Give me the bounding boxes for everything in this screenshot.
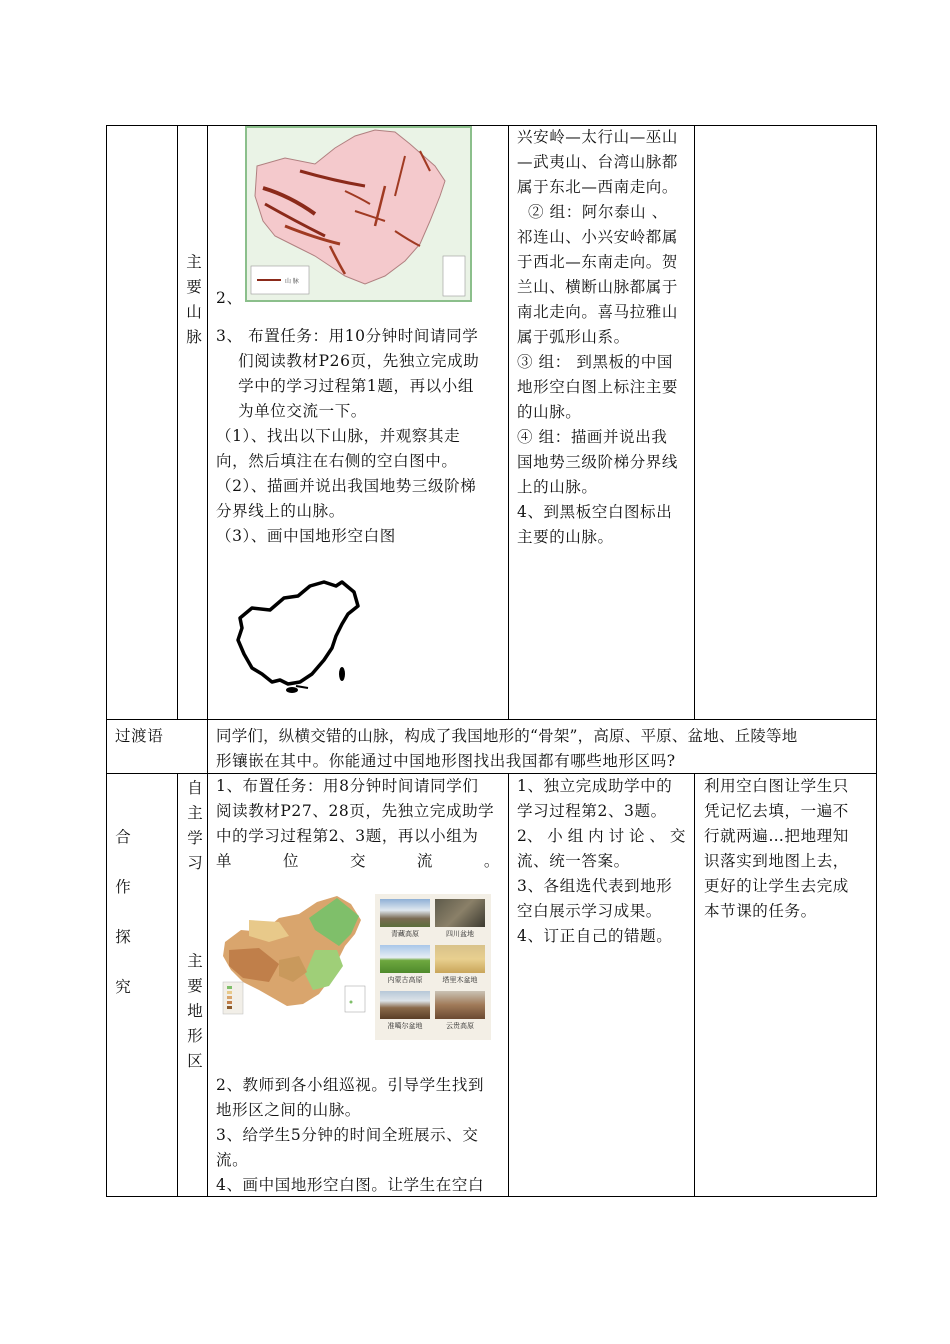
row3-intent-line-1: 凭记忆去填，一遍不 (704, 802, 849, 820)
row3-teacher-line-1: 阅读教材P27、28页，先独立完成助学 (216, 802, 495, 820)
china-outline-sketch (232, 578, 364, 696)
photo-caption: 四川盆地 (446, 930, 474, 938)
table-right-border (876, 125, 877, 1197)
row-divider-1 (106, 719, 877, 720)
landform-photo-grid (375, 894, 491, 1040)
photo-sichuan (435, 899, 485, 927)
row3-teacher-justified-line (216, 849, 500, 874)
row3-intent-line-2: 行就两遍…把地理知 (704, 827, 849, 845)
row1-student-line-1: —武夷山、台湾山脉都 (517, 153, 679, 171)
row1-teacher-line-5: （1）、找出以下山脉，并观察其走 (216, 427, 461, 445)
col-divider-a (177, 125, 178, 719)
row1-teacher-line-1: 3、 布置任务：用10分钟时间请同学 (216, 327, 479, 345)
row2-line-1: 形镶嵌在其中。你能通过中国地形图找出我国都有哪些地形区吗? (216, 752, 676, 770)
row3-teacher-line-4: 地形区之间的山脉。 (216, 1101, 361, 1119)
row1-student-line-0: 兴安岭—太行山—巫山 (517, 128, 679, 146)
photo-caption: 准噶尔盆地 (387, 1022, 423, 1030)
row1-teacher-line-9: （3）、画中国地形空白图 (216, 527, 396, 545)
row1-student-line-15: 4、到黑板空白图标出 (517, 503, 673, 521)
row3-teacher-line-6: 流。 (216, 1151, 249, 1169)
row3-intent-line-0: 利用空白图让学生只 (704, 777, 849, 795)
china-terrain-map (219, 890, 373, 1020)
justified-char: 交 (349, 852, 367, 870)
row1-student-line-4: 祁连山、小兴安岭都属 (517, 228, 679, 246)
photo-neimenggu (380, 945, 430, 973)
photo-zhungeer (380, 991, 430, 1019)
row1-student-line-9: ③ 组： 到黑板的中国 (517, 353, 673, 371)
row2-label: 过渡语 (115, 727, 164, 745)
photo-caption: 青藏高原 (391, 930, 419, 938)
row1-student-line-5: 于西北—东南走向。贺 (517, 253, 679, 271)
row3-student-line-3: 流、统一答案。 (517, 852, 630, 870)
row3-stage-label-text: 合作探究 (115, 828, 131, 996)
col-divider-a-row3 (177, 773, 178, 1197)
row1-student-line-7: 南北走向。喜马拉雅山 (517, 303, 679, 321)
photo-yungui (435, 991, 485, 1019)
justified-char: 。 (483, 852, 500, 870)
row2-line-0: 同学们，纵横交错的山脉，构成了我国地形的“骨架”，高原、平原、盆地、丘陵等地 (216, 727, 798, 745)
row3-student-line-6: 4、订正自己的错题。 (517, 927, 673, 945)
row1-student-line-2: 属于东北—西南走向。 (517, 178, 679, 196)
row3-student-line-2: 2、 小 组 内 讨 论 、 交 (517, 827, 686, 845)
row1-student-line-16: 主要的山脉。 (517, 528, 614, 546)
justified-char: 位 (282, 852, 300, 870)
row1-student-line-13: 国地势三级阶梯分界线 (517, 453, 679, 471)
row3-intent-line-4: 更好的让学生去完成 (704, 877, 849, 895)
justified-char: 单 (216, 852, 233, 870)
row1-student-line-8: 属于弧形山系。 (517, 328, 630, 346)
col-divider-b (207, 125, 208, 1197)
row3-teacher-line-7: 4、画中国地形空白图。让学生在空白 (216, 1176, 485, 1194)
row3-sub-label-2: 主要地形区 (187, 952, 203, 1070)
photo-qinghai (380, 899, 430, 927)
row3-student-line-4: 3、各组选代表到地形 (517, 877, 673, 895)
row3-intent-line-3: 识落实到地图上去， (704, 852, 849, 870)
justified-char: 流 (416, 852, 434, 870)
china-mountains-map (245, 126, 472, 302)
row3-student-line-1: 学习过程第2、3题。 (517, 802, 667, 820)
col-divider-d-row3 (694, 773, 695, 1197)
row1-stage-label: 主要山脉 (186, 253, 202, 346)
row1-student-line-3: ② 组：阿尔泰山 、 (517, 203, 668, 221)
table-top-border (106, 125, 877, 126)
photo-talimu (435, 945, 485, 973)
row1-student-line-14: 上的山脉。 (517, 478, 598, 496)
row1-teacher-line-2: 们阅读教材P26页，先独立完成助 (216, 352, 480, 370)
row3-student-line-5: 空白展示学习成果。 (517, 902, 662, 920)
row3-intent-line-5: 本节课的任务。 (704, 902, 817, 920)
row1-student-line-12: ④ 组：描画并说出我 (517, 428, 668, 446)
row3-teacher-line-5: 3、给学生5分钟的时间全班展示、交 (216, 1126, 479, 1144)
col-divider-d (694, 125, 695, 719)
row1-teacher-line-6: 向，然后填注在右侧的空白图中。 (216, 452, 458, 470)
col-divider-c-row3 (508, 773, 509, 1197)
row3-stage-label (112, 812, 134, 1012)
row1-teacher-line-7: （2）、描画并说出我国地势三级阶梯 (216, 477, 477, 495)
map-legend-text: 山 脉 (285, 278, 299, 285)
row1-teacher-line-8: 分界线上的山脉。 (216, 502, 345, 520)
row1-teacher-line-4: 为单位交流一下。 (216, 402, 367, 420)
row1-student-line-10: 地形空白图上标注主要 (517, 378, 679, 396)
row3-teacher-line-3: 2、教师到各小组巡视。引导学生找到 (216, 1076, 485, 1094)
row1-teacher-line-3: 学中的学习过程第1题，再以小组 (216, 377, 474, 395)
col-divider-c (508, 125, 509, 719)
photo-caption: 内蒙古高原 (387, 976, 423, 984)
row3-teacher-line-0: 1、布置任务：用8分钟时间请同学们 (216, 777, 479, 795)
row3-sub-label-1: 自主学习 (187, 779, 203, 872)
row1-student-line-6: 兰山、横断山脉都属于 (517, 278, 679, 296)
row1-student-line-11: 的山脉。 (517, 403, 582, 421)
row1-teacher-line-0: 2、 (216, 289, 243, 307)
table-left-border (106, 125, 107, 1197)
row3-student-line-0: 1、独立完成助学中的 (517, 777, 673, 795)
photo-caption: 云贵高原 (446, 1022, 474, 1030)
photo-caption: 塔里木盆地 (442, 976, 478, 984)
row3-teacher-line-2: 中的学习过程第2、3题，再以小组为 (216, 827, 479, 845)
